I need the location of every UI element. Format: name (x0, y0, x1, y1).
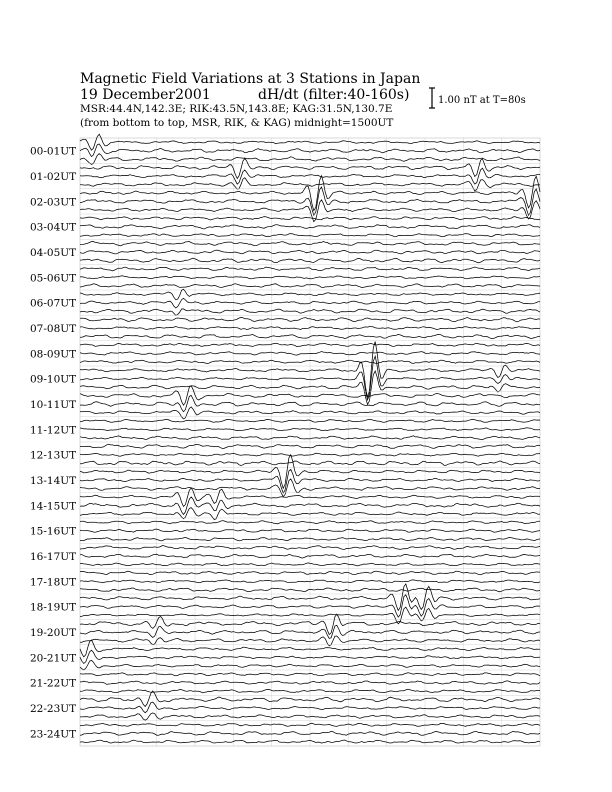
chart-title: Magnetic Field Variations at 3 Stations in Japan (80, 71, 421, 87)
row-label: 18-19UT (30, 601, 77, 614)
row-label: 05-06UT (30, 272, 77, 285)
row-label: 21-22UT (30, 677, 77, 690)
row-label: 02-03UT (30, 196, 77, 209)
station-coordinates: MSR:44.4N,142.3E; RIK:43.5N,143.8E; KAG:31.5N,130.7E (80, 103, 393, 115)
row-label: 11-12UT (30, 424, 77, 437)
row-label: 08-09UT (30, 348, 77, 361)
row-label: 23-24UT (30, 728, 77, 741)
row-label: 07-08UT (30, 323, 77, 335)
row-label: 19-20UT (30, 627, 77, 639)
quantity-label: dH/dt (filter:40-160s) (258, 87, 410, 103)
row-label: 12-13UT (30, 449, 77, 462)
row-label: 09-10UT (30, 373, 77, 386)
scale-label: 1.00 nT at T=80s (438, 95, 526, 106)
station-order-note: (from bottom to top, MSR, RIK, & KAG) midnight=1500UT (80, 117, 394, 129)
row-label: 00-01UT (30, 145, 77, 158)
row-label: 03-04UT (30, 221, 77, 234)
row-label: 22-23UT (30, 703, 77, 715)
row-label: 16-17UT (30, 551, 77, 563)
row-label: 20-21UT (30, 652, 77, 665)
row-label: 06-07UT (30, 297, 77, 310)
row-label: 01-02UT (30, 171, 77, 183)
row-label: 15-16UT (30, 525, 77, 538)
row-label: 17-18UT (30, 576, 77, 589)
date-label: 19 December2001 (80, 87, 211, 103)
row-label: 13-14UT (30, 475, 77, 487)
row-label: 14-15UT (30, 500, 77, 513)
row-label: 04-05UT (30, 247, 77, 259)
row-label: 10-11UT (30, 399, 77, 411)
